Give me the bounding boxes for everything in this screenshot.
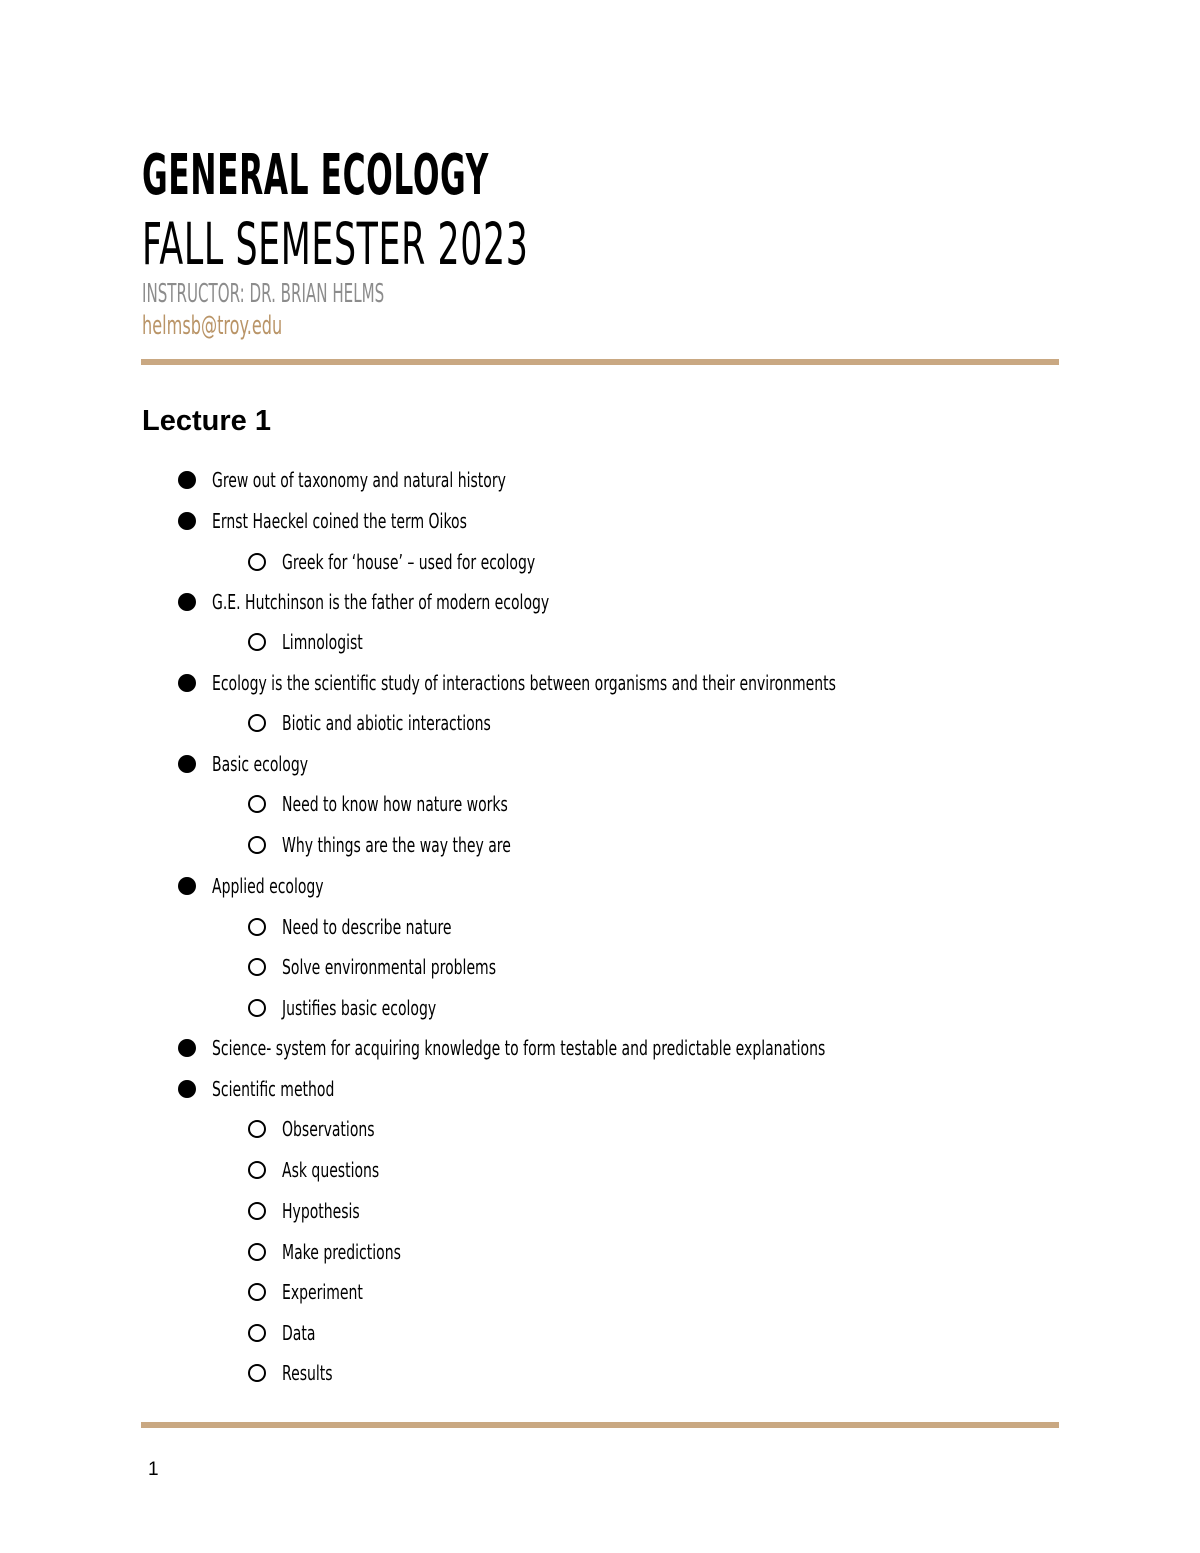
list-item-text: Ernst Haeckel coined the term Oikos	[212, 509, 467, 533]
list-item-text: Need to know how nature works	[282, 792, 508, 816]
hollow-bullet-icon	[248, 633, 266, 651]
list-item-text: Observations	[282, 1117, 375, 1141]
filled-bullet-icon	[178, 512, 196, 530]
hollow-bullet-icon	[248, 1364, 266, 1382]
sub-list-item	[248, 789, 605, 819]
sub-list-item	[248, 708, 580, 738]
list-item-text: Data	[282, 1321, 316, 1345]
filled-bullet-icon	[178, 1080, 196, 1098]
list-item-text: Need to describe nature	[282, 915, 452, 939]
list-item-text: Limnologist	[282, 630, 363, 654]
sub-list-item	[248, 830, 609, 860]
filled-bullet-icon	[178, 471, 196, 489]
list-item-text: Make predictions	[282, 1240, 401, 1264]
list-item-text: Justifies basic ecology	[282, 996, 437, 1020]
header-divider	[141, 359, 1059, 365]
filled-bullet-icon	[178, 877, 196, 895]
footer-divider	[141, 1422, 1059, 1428]
semester-title: FALL SEMESTER 2023	[142, 210, 529, 278]
list-item	[178, 668, 1103, 698]
filled-bullet-icon	[178, 1039, 196, 1057]
hollow-bullet-icon	[248, 836, 266, 854]
hollow-bullet-icon	[248, 1243, 266, 1261]
hollow-bullet-icon	[248, 1324, 266, 1342]
list-item	[178, 506, 576, 536]
hollow-bullet-icon	[248, 714, 266, 732]
filled-bullet-icon	[178, 755, 196, 773]
list-item-text: Solve environmental problems	[282, 955, 496, 979]
sub-list-item	[248, 993, 502, 1023]
list-item-text: Ask questions	[282, 1158, 380, 1182]
list-item	[178, 749, 349, 779]
filled-bullet-icon	[178, 674, 196, 692]
list-item	[178, 1074, 387, 1104]
sub-list-item	[248, 1196, 393, 1226]
sub-list-item	[248, 1318, 330, 1348]
sub-list-item	[248, 627, 397, 657]
list-item-text: Hypothesis	[282, 1199, 360, 1223]
sub-list-item	[248, 547, 644, 577]
list-item-text: Basic ecology	[212, 752, 309, 776]
sub-list-item	[248, 1277, 398, 1307]
sub-list-item	[248, 952, 588, 982]
course-title: GENERAL ECOLOGY	[142, 143, 489, 208]
instructor-name: INSTRUCTOR: DR. BRIAN HELMS	[142, 279, 385, 309]
list-item-text: Greek for ‘house’ – used for ecology	[282, 550, 536, 574]
hollow-bullet-icon	[248, 1120, 266, 1138]
hollow-bullet-icon	[248, 553, 266, 571]
list-item-text: Experiment	[282, 1280, 363, 1304]
list-item-text: Ecology is the scientific study of interactions between organisms and their environments	[212, 671, 836, 695]
filled-bullet-icon	[178, 593, 196, 611]
list-item-text: Results	[282, 1361, 333, 1385]
hollow-bullet-icon	[248, 1202, 266, 1220]
list-item	[178, 465, 632, 495]
list-item-text: Scientific method	[212, 1077, 335, 1101]
instructor-email-link[interactable]: helmsb@troy.edu	[142, 311, 283, 341]
hollow-bullet-icon	[248, 999, 266, 1017]
sub-list-item	[248, 1358, 354, 1388]
sub-list-item	[248, 1237, 452, 1267]
hollow-bullet-icon	[248, 958, 266, 976]
list-item-text: Applied ecology	[212, 874, 324, 898]
hollow-bullet-icon	[248, 1161, 266, 1179]
hollow-bullet-icon	[248, 918, 266, 936]
lecture-heading: Lecture 1	[142, 405, 271, 437]
list-item	[178, 1033, 1088, 1063]
sub-list-item	[248, 912, 524, 942]
hollow-bullet-icon	[248, 795, 266, 813]
sub-list-item	[248, 1155, 421, 1185]
list-item-text: Grew out of taxonomy and natural history	[212, 468, 506, 492]
list-item-text: Biotic and abiotic interactions	[282, 711, 491, 735]
hollow-bullet-icon	[248, 1283, 266, 1301]
page-number: 1	[148, 1459, 159, 1480]
list-item-text: G.E. Hutchinson is the father of modern ecology	[212, 590, 550, 614]
list-item-text: Why things are the way they are	[282, 833, 511, 857]
list-item	[178, 871, 371, 901]
sub-list-item	[248, 1114, 414, 1144]
list-item-text: Science- system for acquiring knowledge to form testable and predictable explanations	[212, 1036, 826, 1060]
list-item	[178, 587, 694, 617]
